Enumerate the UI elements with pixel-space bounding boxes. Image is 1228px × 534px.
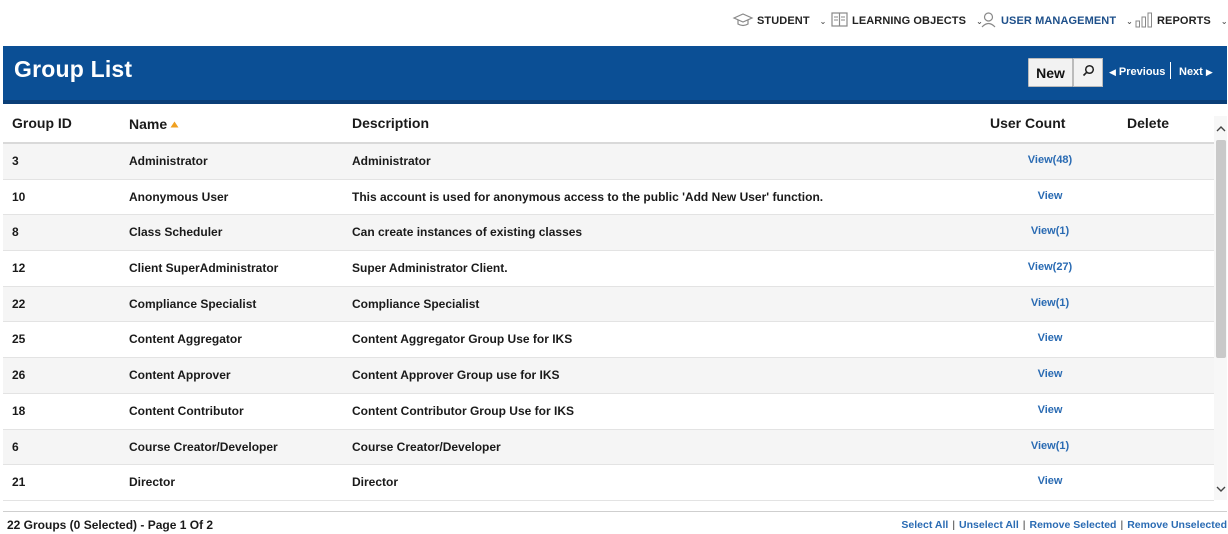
cell-description: Super Administrator Client.: [352, 261, 508, 276]
cell-description: This account is used for anonymous access to the public 'Add New User' function.: [352, 189, 824, 204]
cell-name: Director: [129, 475, 176, 490]
chevron-down-icon: ⌄: [1126, 16, 1133, 26]
cell-name: Content Approver: [129, 368, 231, 383]
cell-name: Compliance Specialist: [129, 296, 257, 311]
previous-link[interactable]: [1109, 66, 1165, 78]
cell-description: Can create instances of existing classes: [352, 225, 583, 240]
table-row[interactable]: [3, 394, 1214, 430]
nav-learning-objects[interactable]: [831, 12, 983, 30]
nav-student-label: STUDENT: [757, 15, 810, 27]
cell-group-id: 8: [12, 225, 19, 240]
search-icon: [1082, 64, 1095, 82]
cell-group-id: 3: [12, 154, 19, 168]
column-header-description[interactable]: Description: [352, 115, 430, 131]
column-header-user-count[interactable]: User Count: [990, 115, 1066, 131]
scroll-down-icon[interactable]: [1214, 481, 1227, 497]
table-header: [3, 104, 1214, 144]
view-users-link[interactable]: View: [1037, 368, 1063, 381]
page-header: [3, 46, 1227, 104]
column-header-group-id[interactable]: Group ID: [12, 115, 72, 131]
remove-unselected-link[interactable]: Remove Unselected: [1127, 519, 1227, 531]
cell-description: Content Approver Group use for IKS: [352, 368, 560, 383]
cell-name: Course Creator/Developer: [129, 439, 278, 454]
group-table: [3, 104, 1214, 512]
footer-actions: [901, 519, 1227, 531]
cell-name: Client SuperAdministrator: [129, 261, 279, 276]
cell-group-id: 12: [12, 261, 26, 276]
link-separator: |: [952, 519, 956, 531]
chevron-down-icon: ⌄: [976, 16, 983, 26]
cell-description: Content Contributor Group Use for IKS: [352, 403, 574, 418]
cell-group-id: 25: [12, 332, 26, 347]
view-users-link[interactable]: View(1): [1030, 225, 1070, 238]
page-title: Group List: [14, 56, 133, 82]
table-row[interactable]: [3, 287, 1214, 323]
bar-chart-icon: [1135, 12, 1153, 31]
search-button[interactable]: [1073, 58, 1103, 87]
footer-divider: [3, 511, 1227, 512]
column-header-name-label: Name: [129, 116, 168, 132]
cell-group-id: 26: [12, 368, 26, 383]
cell-group-id: 22: [12, 296, 26, 311]
selection-status: 22 Groups (0 Selected) - Page 1 Of 2: [7, 518, 214, 532]
view-users-link[interactable]: View(1): [1030, 296, 1070, 309]
sort-ascending-icon: [170, 115, 179, 131]
cell-name: Anonymous User: [129, 189, 229, 204]
triangle-right-icon: ▶: [1205, 66, 1213, 77]
table-body: [3, 144, 1214, 501]
view-users-link[interactable]: View: [1037, 332, 1063, 345]
cell-description: Compliance Specialist: [352, 296, 480, 311]
chevron-down-icon: ⌄: [1220, 16, 1228, 26]
select-all-link[interactable]: Select All: [901, 519, 949, 531]
view-users-link[interactable]: View(1): [1030, 439, 1070, 452]
table-row[interactable]: [3, 251, 1214, 287]
nav-user-management[interactable]: [980, 12, 1133, 30]
nav-reports-label: REPORTS: [1157, 15, 1211, 27]
view-users-link[interactable]: View: [1037, 403, 1063, 416]
view-users-link[interactable]: View(27): [1027, 261, 1073, 274]
nav-user-management-label: USER MANAGEMENT: [1001, 15, 1117, 27]
book-icon: [831, 12, 848, 30]
cell-description: Administrator: [352, 154, 431, 168]
scroll-up-icon[interactable]: [1214, 120, 1227, 136]
cell-name: Content Aggregator: [129, 332, 242, 347]
view-users-link[interactable]: View(48): [1027, 154, 1073, 166]
top-navigation: [0, 0, 1227, 44]
table-row[interactable]: [3, 465, 1214, 501]
next-label: Next: [1179, 66, 1203, 78]
nav-reports[interactable]: [1135, 12, 1228, 30]
cell-group-id: 10: [12, 189, 26, 204]
scrollbar-thumb[interactable]: [1216, 140, 1226, 358]
column-header-delete[interactable]: Delete: [1127, 115, 1170, 131]
remove-selected-link[interactable]: Remove Selected: [1029, 519, 1117, 531]
table-row[interactable]: [3, 215, 1214, 251]
cell-name: Administrator: [129, 154, 208, 168]
table-row[interactable]: [3, 180, 1214, 216]
cell-name: Class Scheduler: [129, 225, 223, 240]
view-users-link[interactable]: View: [1037, 475, 1063, 488]
nav-student[interactable]: [733, 12, 826, 30]
cell-group-id: 6: [12, 439, 19, 454]
chevron-down-icon: ⌄: [819, 16, 827, 26]
table-row[interactable]: [3, 358, 1214, 394]
next-link[interactable]: [1179, 66, 1213, 78]
cell-name: Content Contributor: [129, 403, 244, 418]
column-header-name[interactable]: [129, 115, 179, 132]
table-row[interactable]: [3, 430, 1214, 466]
cell-description: Content Aggregator Group Use for IKS: [352, 332, 573, 347]
previous-label: Previous: [1118, 66, 1166, 78]
table-row[interactable]: [3, 144, 1214, 180]
nav-learning-objects-label: LEARNING OBJECTS: [852, 15, 967, 27]
table-row[interactable]: [3, 322, 1214, 358]
pager-divider: [1170, 62, 1171, 79]
cell-description: Director: [352, 475, 399, 490]
cell-group-id: 18: [12, 403, 26, 418]
view-users-link[interactable]: View: [1037, 189, 1063, 202]
graduation-cap-icon: [733, 13, 753, 30]
unselect-all-link[interactable]: Unselect All: [959, 519, 1019, 531]
new-button[interactable]: New: [1028, 58, 1073, 87]
cell-description: Course Creator/Developer: [352, 439, 501, 454]
cell-group-id: 21: [12, 475, 26, 490]
link-separator: |: [1022, 519, 1026, 531]
user-icon: [980, 11, 997, 31]
triangle-left-icon: ◀: [1109, 66, 1116, 77]
link-separator: |: [1120, 519, 1124, 531]
